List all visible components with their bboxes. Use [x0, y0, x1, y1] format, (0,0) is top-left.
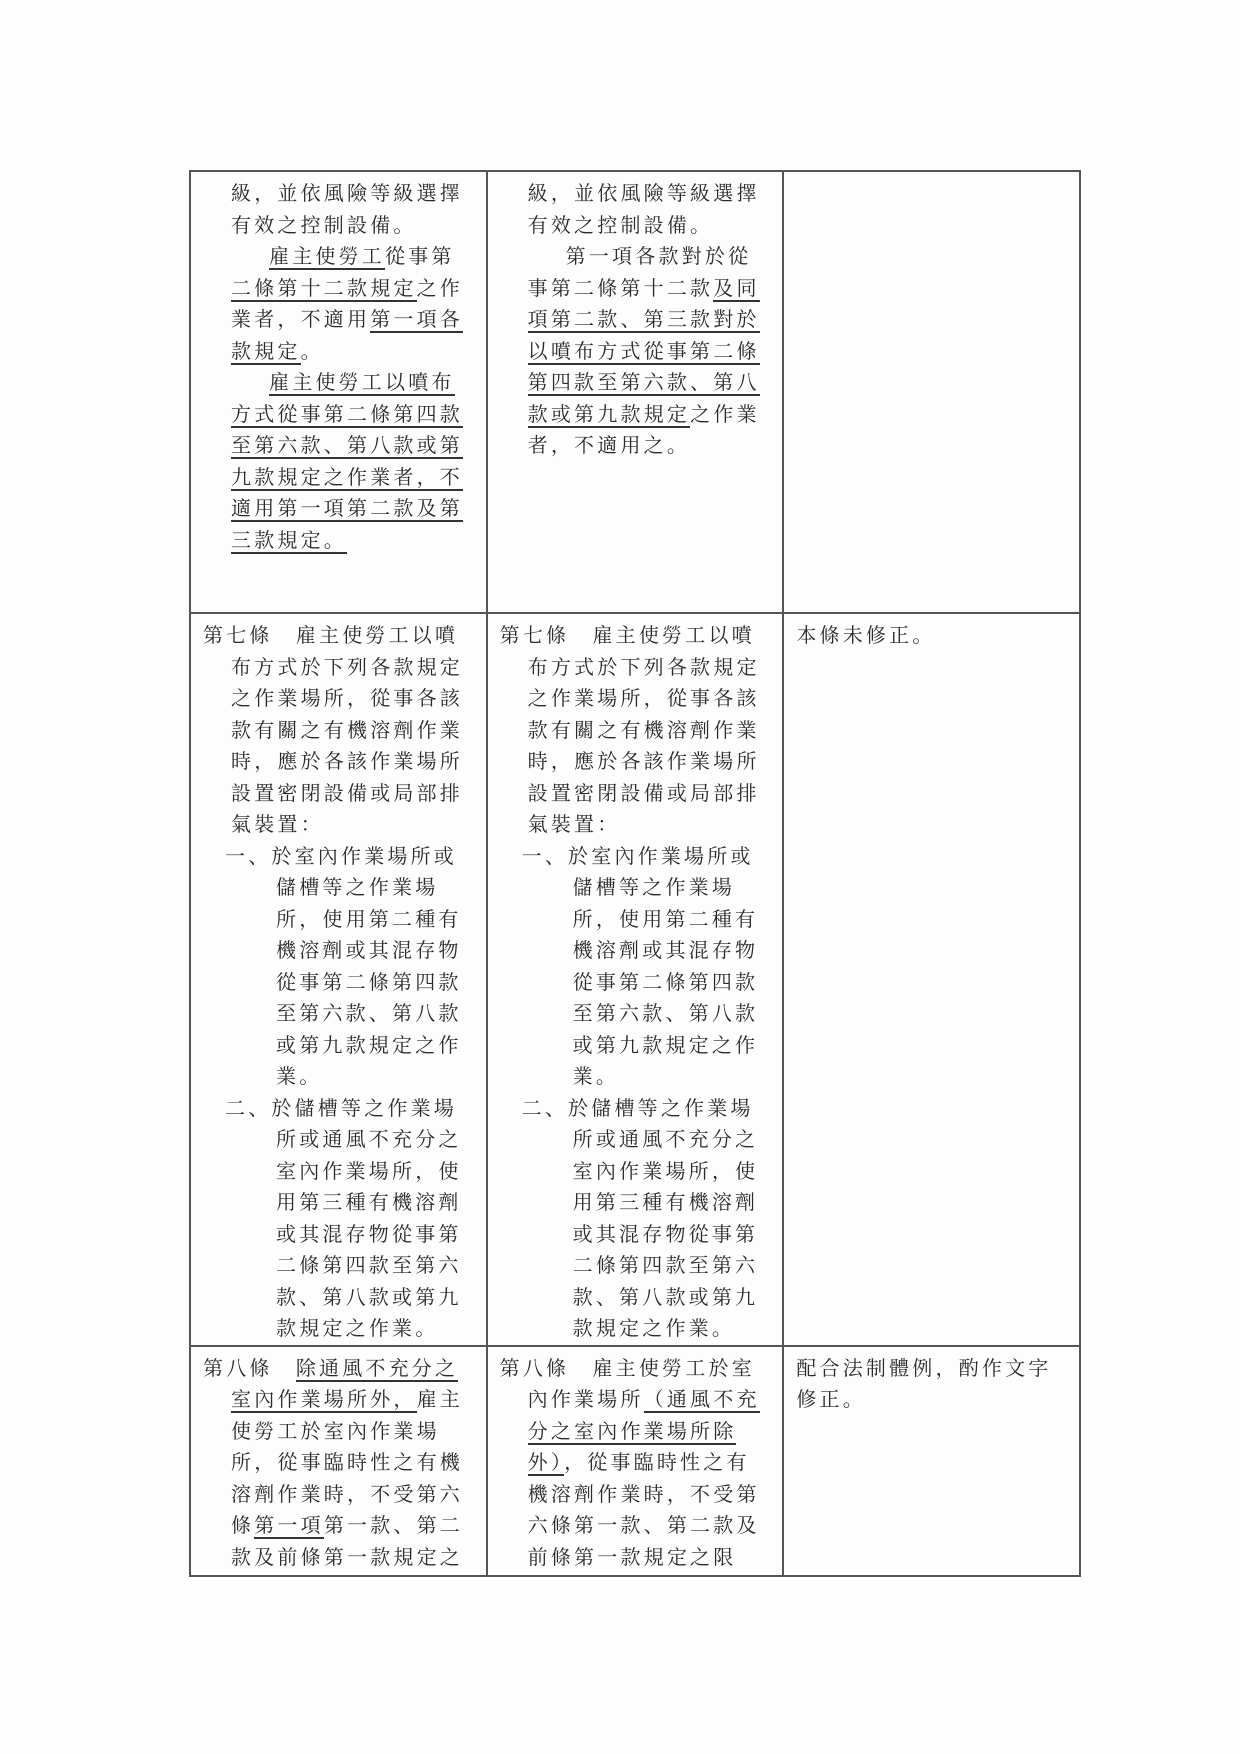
- explanation-cell: [783, 171, 1080, 613]
- underlined-text: 第一項各: [370, 307, 464, 331]
- text-segment: 款有關之有機溶劑作業: [231, 717, 463, 742]
- underlined-text: 第一項: [254, 1513, 324, 1537]
- text-segment: 二條第四款至第六: [572, 1253, 759, 1277]
- text-line: [203, 1219, 474, 1251]
- text-segment: 所或通風不充分之: [572, 1127, 759, 1151]
- text-line: [500, 998, 771, 1030]
- text-segment: 或其混存物從事第: [572, 1221, 759, 1246]
- text-line: [203, 462, 474, 494]
- text-line: [203, 746, 474, 778]
- text-line: [203, 967, 474, 999]
- text-line: [500, 683, 771, 715]
- text-segment: 氣裝置：: [231, 812, 324, 836]
- table-row: [190, 1346, 1080, 1576]
- text-line: [203, 1542, 474, 1574]
- text-line: [203, 1510, 474, 1542]
- text-line: [203, 525, 474, 557]
- text-segment: 條: [231, 1513, 255, 1537]
- underlined-text: 款或第九款規定: [527, 401, 691, 426]
- text-segment: 從事第二條第四款: [572, 969, 759, 994]
- current-text-cell: [190, 1346, 487, 1576]
- text-segment: 所，使用第二種有: [572, 906, 759, 931]
- underlined-text: 項第二款、第三款對於: [527, 307, 760, 331]
- text-segment: 時，應於各該作業場所: [527, 749, 760, 773]
- underlined-text: 除通風不充分之: [295, 1355, 459, 1380]
- text-line: [500, 1479, 771, 1511]
- text-line: [203, 1282, 474, 1314]
- text-segment: 從事第二條第四款: [276, 969, 462, 994]
- text-segment: 氣裝置：: [527, 812, 621, 836]
- text-line: [203, 493, 474, 525]
- text-segment: 款、第八款或第九: [572, 1284, 759, 1309]
- text-segment: 機溶劑作業時，不受第: [527, 1481, 760, 1506]
- text-segment: 有效之控制設備。: [231, 212, 417, 237]
- text-segment: 二、於儲槽等之作業場: [521, 1095, 754, 1120]
- text-line: [203, 178, 474, 210]
- text-segment: 第八條 雇主使勞工於室: [499, 1355, 755, 1380]
- text-line: [500, 1250, 771, 1282]
- text-segment: 至第六款、第八款: [572, 1001, 759, 1025]
- text-segment: 用第三種有機溶劑: [276, 1190, 462, 1214]
- text-line: [500, 967, 771, 999]
- text-segment: 或其混存物從事第: [276, 1221, 462, 1246]
- underlined-text: 適用第一項第二款及第: [231, 496, 463, 520]
- text-line: [500, 273, 771, 305]
- text-segment: 一、於室內作業場所或: [225, 843, 457, 868]
- text-segment: ，從事臨時性之有: [564, 1450, 750, 1474]
- text-segment: 款、第八款或第九: [276, 1284, 462, 1309]
- text-line: [203, 1353, 474, 1385]
- text-segment: 六條第一款、第二款及: [527, 1513, 760, 1537]
- text-segment: 修正。: [796, 1387, 866, 1411]
- text-line: [203, 1156, 474, 1188]
- text-line: [203, 430, 474, 462]
- text-line: [500, 178, 771, 210]
- text-line: [500, 1124, 771, 1156]
- text-line: [500, 1156, 771, 1188]
- underlined-text: 九款規定之作業者，不: [231, 464, 463, 489]
- underlined-text: 以噴布方式從事第二條: [527, 338, 760, 363]
- text-line: [500, 1061, 771, 1093]
- text-segment: 二、於儲槽等之作業場: [225, 1095, 457, 1120]
- text-line: [203, 1384, 474, 1416]
- text-segment: 第一款、第二: [323, 1513, 464, 1537]
- text-segment: 之作業場所，從事各該: [527, 686, 760, 710]
- text-line: [796, 620, 1067, 652]
- explanation-cell: [783, 1346, 1080, 1576]
- underlined-text: 至第六款、第八款或第: [231, 433, 463, 457]
- text-line: [203, 1313, 474, 1345]
- table-row: [190, 613, 1080, 1346]
- text-segment: 者，不適用之。: [527, 433, 691, 457]
- text-line: [203, 1093, 474, 1125]
- text-line: [203, 1030, 474, 1062]
- underlined-text: （通風不充: [643, 1387, 760, 1411]
- text-line: [203, 998, 474, 1030]
- text-segment: 業。: [572, 1064, 620, 1088]
- text-line: [203, 399, 474, 431]
- text-line: [500, 1030, 771, 1062]
- text-line: [500, 746, 771, 778]
- text-segment: 使勞工於室內作業場: [231, 1418, 440, 1443]
- text-segment: 本條未修正。: [796, 623, 936, 647]
- text-line: [500, 872, 771, 904]
- text-line: [203, 304, 474, 336]
- underlined-text: 雇主使勞工: [269, 244, 385, 268]
- text-segment: 設置密閉設備或局部排: [527, 780, 760, 805]
- text-line: [500, 210, 771, 242]
- text-line: [203, 904, 474, 936]
- text-segment: 款有關之有機溶劑作業: [527, 717, 760, 742]
- text-segment: 配合法制體例，酌作文字: [796, 1355, 1052, 1380]
- text-line: [203, 841, 474, 873]
- text-line: [500, 778, 771, 810]
- text-segment: 設置密閉設備或局部排: [231, 780, 463, 805]
- text-line: [203, 652, 474, 684]
- text-segment: 所或通風不充分之: [276, 1127, 462, 1151]
- text-segment: 二條第四款至第六: [276, 1253, 462, 1277]
- text-line: [500, 1093, 771, 1125]
- text-segment: 之作: [416, 275, 464, 300]
- text-line: [500, 430, 771, 462]
- text-line: [500, 1353, 771, 1385]
- text-segment: 之作業: [690, 401, 760, 426]
- text-segment: 時，應於各該作業場所: [231, 749, 463, 773]
- text-line: [203, 872, 474, 904]
- explanation-cell: [783, 613, 1080, 1346]
- underlined-text: 室內作業場所外，: [231, 1387, 417, 1411]
- text-segment: 級，並依風險等級選擇: [231, 181, 463, 205]
- text-segment: 級，並依風險等級選擇: [527, 181, 760, 205]
- underlined-text: 第四款至第六款、第八: [527, 370, 760, 394]
- text-segment: 款及前條第一款規定之: [231, 1544, 463, 1569]
- text-segment: 內作業場所: [527, 1387, 644, 1411]
- text-line: [203, 1124, 474, 1156]
- text-segment: 至第六款、第八款: [276, 1001, 462, 1025]
- text-line: [500, 652, 771, 684]
- text-line: [203, 210, 474, 242]
- text-segment: 有效之控制設備。: [527, 212, 714, 237]
- text-line: [500, 1416, 771, 1448]
- current-text-cell: [190, 613, 487, 1346]
- text-line: [500, 715, 771, 747]
- text-line: [500, 1282, 771, 1314]
- text-line: [500, 241, 771, 273]
- text-line: [203, 1061, 474, 1093]
- text-segment: 第一項各款對於從: [565, 244, 752, 268]
- text-segment: 機溶劑或其混存物: [276, 938, 462, 962]
- underlined-text: 雇主使勞工以噴布: [269, 370, 455, 394]
- text-line: [203, 273, 474, 305]
- text-segment: 布方式於下列各款規定: [231, 654, 463, 679]
- original-text-cell: [487, 1346, 784, 1576]
- text-segment: 室內作業場所，使: [276, 1158, 462, 1183]
- text-line: [796, 1384, 1067, 1416]
- text-segment: 布方式於下列各款規定: [527, 654, 760, 679]
- text-segment: 款規定之作業。: [572, 1316, 736, 1340]
- text-line: [500, 809, 771, 841]
- text-segment: 用第三種有機溶劑: [572, 1190, 759, 1214]
- text-segment: 業者，不適用: [231, 307, 371, 331]
- amendment-comparison-table: [189, 170, 1081, 1577]
- text-segment: 事第二條第十二款: [527, 275, 714, 300]
- text-line: [500, 304, 771, 336]
- text-line: [203, 935, 474, 967]
- text-line: [203, 715, 474, 747]
- text-segment: 前條第一款規定之限: [527, 1544, 737, 1569]
- text-line: [203, 1447, 474, 1479]
- text-line: [500, 1510, 771, 1542]
- text-line: [500, 841, 771, 873]
- original-text-cell: [487, 613, 784, 1346]
- underlined-text: 外）: [527, 1450, 565, 1474]
- text-line: [203, 336, 474, 368]
- underlined-text: 方式從事第二條第四款: [231, 401, 463, 426]
- current-text-cell: [190, 171, 487, 613]
- text-line: [500, 1447, 771, 1479]
- text-segment: 儲槽等之作業場: [276, 875, 439, 899]
- text-line: [500, 1542, 771, 1574]
- text-line: [203, 241, 474, 273]
- text-segment: 或第九款規定之作: [276, 1032, 462, 1057]
- underlined-text: 款規定: [231, 338, 301, 363]
- text-segment: 第七條 雇主使勞工以噴: [203, 623, 459, 647]
- text-segment: 或第九款規定之作: [572, 1032, 759, 1057]
- text-segment: 室內作業場所，使: [572, 1158, 759, 1183]
- text-segment: 第八條: [203, 1355, 296, 1380]
- text-line: [203, 809, 474, 841]
- text-line: [500, 1313, 771, 1345]
- text-line: [500, 935, 771, 967]
- original-text-cell: [487, 171, 784, 613]
- text-segment: 一、於室內作業場所或: [521, 843, 754, 868]
- text-line: [500, 1219, 771, 1251]
- text-segment: 業。: [276, 1064, 323, 1088]
- text-segment: 雇主: [416, 1387, 464, 1411]
- text-line: [203, 1187, 474, 1219]
- text-line: [203, 778, 474, 810]
- text-line: [500, 336, 771, 368]
- table-row: [190, 171, 1080, 613]
- text-line: [203, 1250, 474, 1282]
- text-line: [500, 399, 771, 431]
- text-segment: 儲槽等之作業場: [572, 875, 736, 899]
- text-segment: 之作業場所，從事各該: [231, 686, 463, 710]
- text-line: [203, 1479, 474, 1511]
- underlined-text: 及同: [713, 275, 760, 300]
- text-segment: 機溶劑或其混存物: [572, 938, 759, 962]
- text-segment: 款規定之作業。: [276, 1316, 439, 1340]
- text-segment: 。: [300, 338, 324, 363]
- text-line: [500, 367, 771, 399]
- text-segment: 第七條 雇主使勞工以噴: [499, 623, 755, 647]
- text-line: [500, 1384, 771, 1416]
- text-segment: 從事第: [385, 244, 455, 268]
- text-line: [500, 1187, 771, 1219]
- text-line: [203, 683, 474, 715]
- underlined-text: 分之室內作業場所除: [527, 1418, 737, 1443]
- text-line: [500, 904, 771, 936]
- text-line: [796, 1353, 1067, 1385]
- text-segment: 所，從事臨時性之有機: [231, 1450, 463, 1474]
- text-segment: 所，使用第二種有: [276, 906, 462, 931]
- text-line: [203, 1416, 474, 1448]
- text-segment: 溶劑作業時，不受第六: [231, 1481, 463, 1506]
- text-line: [500, 620, 771, 652]
- underlined-text: 二條第十二款規定: [231, 275, 417, 300]
- text-line: [203, 367, 474, 399]
- text-line: [203, 620, 474, 652]
- underlined-text: 三款規定。: [231, 527, 347, 552]
